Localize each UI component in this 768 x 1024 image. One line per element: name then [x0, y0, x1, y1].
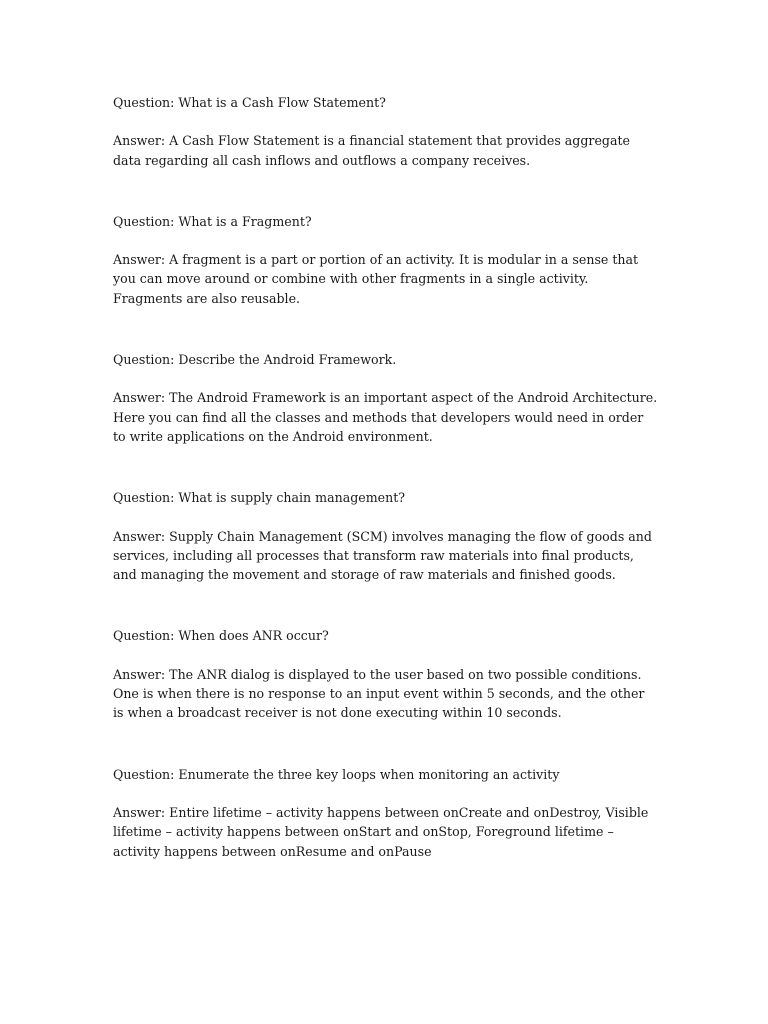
- answer-text: Answer: A fragment is a part or portion of an activity. It is modular in a sense that you can move around or combine with other fragments in a single activity. Fragments are also reusable.: [113, 252, 639, 306]
- question-text: Question: Enumerate the three key loops when monitoring an activity: [113, 766, 560, 782]
- qa-block-cash-flow: [113, 93, 658, 170]
- question-text: Question: What is a Fragment?: [113, 213, 312, 229]
- answer-text: Answer: Entire lifetime – activity happens between onCreate and onDestroy, Visible lifetime – activity happens between onStart and onStop, Foreground lifetime – activity happens between onResume and onPause: [113, 804, 649, 859]
- qa-block-fragment: [113, 212, 658, 308]
- answer-text: Answer: Supply Chain Management (SCM) involves managing the flow of goods and services, including all processes that transform raw materials into final products, and managing the movement and storage of raw materials and finished goods.: [113, 528, 652, 583]
- document-content: [113, 93, 658, 903]
- question-text: Question: When does ANR occur?: [113, 628, 329, 644]
- answer-text: Answer: A Cash Flow Statement is a financial statement that provides aggregate data regarding all cash inflows and outflows a company receives.: [113, 133, 630, 168]
- qa-block-android-framework: [113, 350, 658, 446]
- qa-block-activity-loops: [113, 765, 658, 861]
- qa-block-supply-chain: [113, 488, 658, 584]
- qa-block-anr: [113, 626, 658, 722]
- question-text: Question: Describe the Android Framework.: [113, 352, 397, 368]
- question-text: Question: What is supply chain management?: [113, 490, 406, 506]
- question-text: Question: What is a Cash Flow Statement?: [113, 95, 386, 110]
- answer-text: Answer: The ANR dialog is displayed to the user based on two possible conditions. One is when there is no response to an input event within 5 seconds, and the other is when a broadcast receiver is not done executing within 10 seconds.: [113, 666, 645, 721]
- answer-text: Answer: The Android Framework is an important aspect of the Android Architecture. Here you can find all the classes and methods that developers would need in order to write applications on the Android environment.: [113, 390, 658, 444]
